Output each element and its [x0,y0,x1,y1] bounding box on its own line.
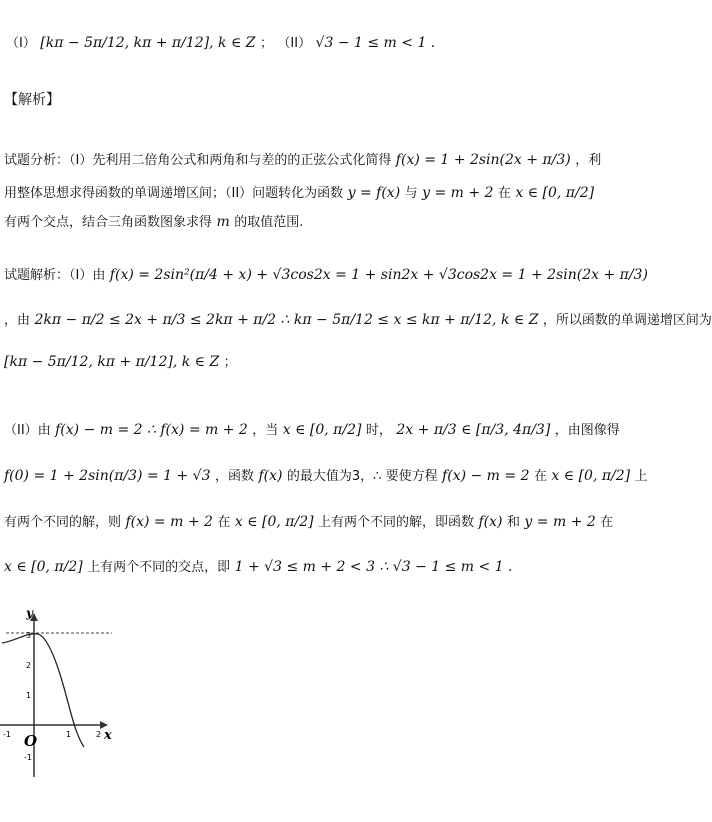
solution-text: 的最大值为3，∴ 要使方程 [286,469,438,484]
solution-line-6 [4,512,613,533]
analysis-formula: y = m + 2 [422,185,494,201]
analysis-formula: x ∈ [0, π/2] [515,185,595,201]
solution-formula: f(x) = 2sin²(π/4 + x) + √3cos2x = 1 + sin2x + √3cos2x = 1 + 2sin(2x + π/3) [109,267,648,283]
sine-curve [2,634,84,747]
solution-formula: x ∈ [0, π/2] [282,422,362,438]
analysis-text: 与 [404,186,418,201]
answer-line [6,33,435,54]
solution-line-1 [4,265,648,286]
answer-separator: ； [259,36,273,51]
solution-formula: y = m + 2 [524,514,596,530]
analysis-line-1 [4,150,601,171]
solution-line-3 [4,352,237,373]
solution-text: 上有两个不同的交点，即 [87,560,231,575]
solution-formula: f(0) = 1 + 2sin(π/3) = 1 + √3 [4,468,211,484]
analysis-text: 试题分析：（I）先利用二倍角公式和两角和与差的的正弦公式化简得 [4,153,392,168]
solution-text: 试题解析：（I）由 [4,268,106,283]
solution-line-2 [4,310,712,331]
solution-text: ，由图像得 [554,423,620,438]
solution-formula: 2x + π/3 ∈ [π/3, 4π/3] [396,422,551,438]
solution-text: 在 [600,515,614,530]
solution-text: 上 [634,469,648,484]
answer-part1-math: [kπ − 5π/12, kπ + π/12], k ∈ Z [40,35,256,51]
solution-text: ，所以函数的单调递增区间为 [542,313,712,328]
solution-formula: x ∈ [0, π/2] [4,559,83,575]
solution-formula: f(x) − m = 2 ∴ f(x) = m + 2 [55,422,248,438]
analysis-text: 在 [497,186,511,201]
solution-text: 有两个不同的解，则 [4,515,122,530]
solution-line-5 [4,466,648,487]
tick-y-2: 2 [26,661,32,670]
solution-text: （II）由 [4,423,51,438]
x-axis-label: x [104,728,112,743]
solution-formula: f(x) [258,468,283,484]
function-graph [0,605,120,780]
solution-text: 时， [365,423,392,438]
tick-y-1: 1 [26,691,32,700]
answer-part2-math: √3 − 1 ≤ m < 1 . [315,35,436,51]
answer-part1-prefix: （I） [6,36,36,51]
solution-text: 在 [533,469,547,484]
tick-y-neg1: -1 [24,753,32,762]
tick-x-neg1: -1 [3,730,11,739]
solution-line-4 [4,420,620,441]
solution-formula: f(x) = m + 2 [125,514,213,530]
solution-formula: [kπ − 5π/12, kπ + π/12], k ∈ Z [4,354,220,370]
solution-formula: x ∈ [0, π/2] [551,468,631,484]
analysis-text: ，利 [575,153,602,168]
solution-text: ； [223,355,237,370]
solution-text: ，当 [252,423,279,438]
analysis-formula: m [216,214,230,230]
solution-text: 在 [217,515,231,530]
solution-text: ，函数 [214,469,254,484]
y-axis-label: y [26,606,33,620]
solution-formula: 1 + √3 ≤ m + 2 < 3 ∴ √3 − 1 ≤ m < 1 . [234,559,513,575]
tick-x-2: 2 [96,730,102,739]
answer-part2-prefix: （II） [277,36,312,51]
solution-formula: f(x) [478,514,503,530]
solution-text: 和 [506,515,520,530]
section-title: 【解析】 [4,92,60,108]
analysis-line-3 [4,212,303,233]
tick-y-3: 3 [26,631,32,640]
solution-text: ，由 [4,313,31,328]
solution-line-7 [4,557,513,578]
analysis-formula: f(x) = 1 + 2sin(2x + π/3) [395,152,571,168]
analysis-text: 用整体思想求得函数的单调递增区间；（II）问题转化为函数 [4,186,344,201]
solution-text: 上有两个不同的解，即函数 [318,515,475,530]
analysis-line-2 [4,183,594,204]
analysis-text: 的取值范围. [234,215,304,230]
solution-formula: f(x) − m = 2 [442,468,530,484]
origin-label: O [24,732,38,750]
tick-x-1: 1 [66,730,72,739]
analysis-formula: y = f(x) [347,185,401,201]
solution-formula: 2kπ − π/2 ≤ 2x + π/3 ≤ 2kπ + π/2 ∴ kπ − 5π/12 ≤ x ≤ kπ + π/12, k ∈ Z [34,312,539,328]
solution-formula: x ∈ [0, π/2] [234,514,314,530]
analysis-text: 有两个交点，结合三角函数图象求得 [4,215,213,230]
